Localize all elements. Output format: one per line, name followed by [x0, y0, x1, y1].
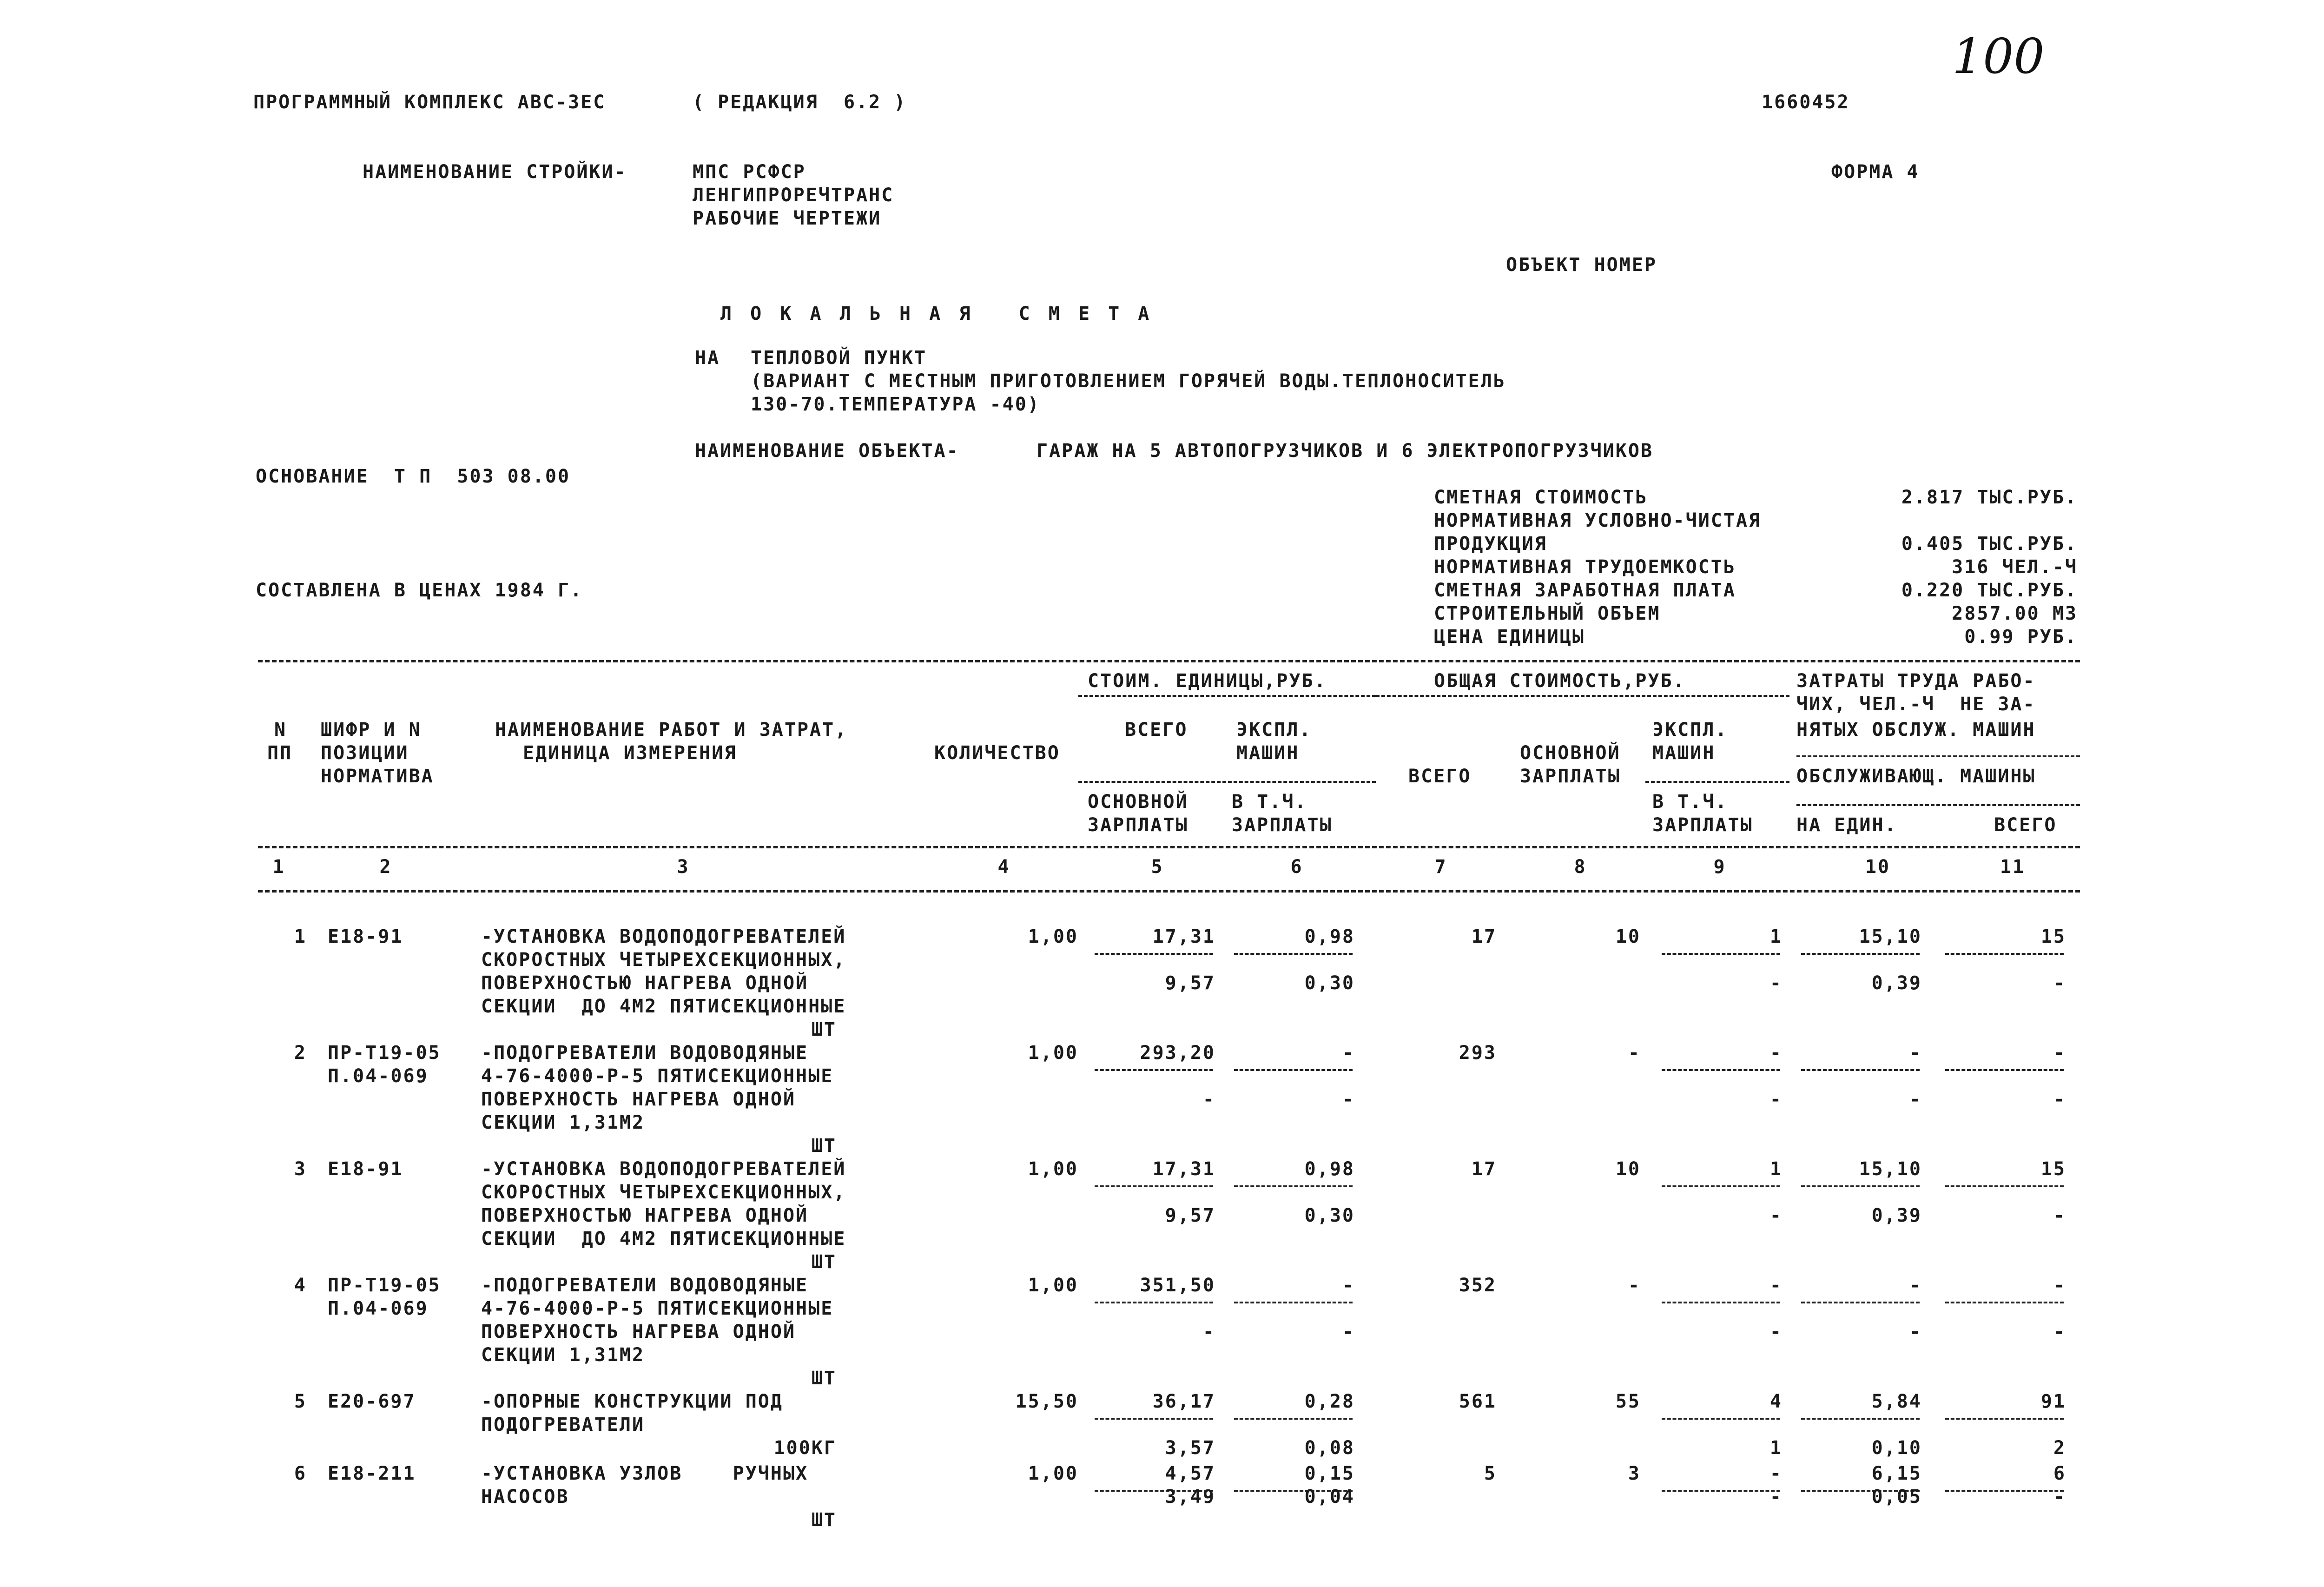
row-code: Е18-91: [328, 926, 403, 947]
row-name: -ПОДОГРЕВАТЕЛИ ВОДОВОДЯНЫЕ: [481, 1275, 809, 1296]
row-value-bottom: -: [2053, 1321, 2066, 1342]
row-value-bottom: 3,49: [1165, 1486, 1215, 1508]
row-name: СКОРОСТНЫХ ЧЕТЫРЕХСЕКЦИОННЫХ,: [481, 949, 846, 971]
subject-line-3: 130-70.ТЕМПЕРАТУРА -40): [751, 394, 1040, 415]
cell-divider: [1095, 1418, 1213, 1420]
cell-divider: [1234, 1185, 1353, 1187]
column-number: 7: [1434, 856, 1447, 878]
row-name: СЕКЦИИ 1,31М2: [481, 1344, 645, 1366]
unit-total-header: ВСЕГО: [1125, 719, 1188, 741]
basis: ОСНОВАНИЕ Т П 503 08.00: [256, 466, 571, 487]
row-value-bottom: -: [1769, 972, 1783, 994]
row-code: ПР-Т19-05: [328, 1042, 441, 1064]
table-top-rule: [258, 660, 2080, 662]
row-value-top: 55: [1615, 1391, 1641, 1412]
object-label: НАИМЕНОВАНИЕ ОБЪЕКТА-: [695, 440, 959, 462]
row-value-bottom: 0,05: [1871, 1486, 1922, 1508]
unit-wage-header: ЗАРПЛАТЫ: [1088, 814, 1188, 836]
row-code: Е20-697: [328, 1391, 416, 1412]
row-name: ПОДОГРЕВАТЕЛИ: [481, 1414, 645, 1435]
row-quantity: 1,00: [1028, 1158, 1078, 1180]
row-value-bottom: 0,30: [1304, 1205, 1355, 1226]
row-value-bottom: 0,10: [1871, 1437, 1922, 1459]
row-value-top: 15,10: [1859, 1158, 1922, 1180]
summary-label: ПРОДУКЦИЯ: [1434, 533, 1547, 555]
row-code: П.04-069: [328, 1298, 429, 1319]
row-value-top: 6: [2053, 1463, 2066, 1484]
row-value-top: 10: [1615, 926, 1641, 947]
cell-divider: [1945, 953, 2064, 955]
page-title: Л О К А Л Ь Н А Я С М Е Т А: [720, 303, 1153, 324]
unit-mach-wage-header: В Т.Ч.: [1232, 791, 1307, 813]
row-value-top: 91: [2040, 1391, 2066, 1412]
row-name: ПОВЕРХНОСТЬ НАГРЕВА ОДНОЙ: [481, 1321, 796, 1342]
row-value-top: 0,98: [1304, 1158, 1355, 1180]
unit-mach-header: МАШИН: [1236, 742, 1300, 764]
row-value-top: 17: [1471, 1158, 1497, 1180]
row-name: 4-76-4000-Р-5 ПЯТИСЕКЦИОННЫЕ: [481, 1298, 834, 1319]
row-value-top: 0,15: [1304, 1463, 1355, 1484]
row-value-bottom: 2: [2053, 1437, 2066, 1459]
summary-value: 0.99 РУБ.: [1964, 626, 2078, 648]
header-divider: [1078, 781, 1376, 783]
row-value-bottom: -: [1769, 1321, 1783, 1342]
cell-divider: [1095, 1069, 1213, 1071]
column-number: 6: [1290, 856, 1303, 878]
row-value-top: 6,15: [1871, 1463, 1922, 1484]
row-value-top: 4: [1769, 1391, 1783, 1412]
row-value-top: -: [2053, 1275, 2066, 1296]
row-value-top: 5,84: [1871, 1391, 1922, 1412]
row-value-top: -: [1769, 1275, 1783, 1296]
summary-value: 2.817 ТЫС.РУБ.: [1901, 487, 2078, 508]
row-value-top: 15,10: [1859, 926, 1922, 947]
row-value-bottom: -: [1342, 1089, 1355, 1110]
row-number: 5: [294, 1391, 307, 1412]
row-value-top: 351,50: [1140, 1275, 1215, 1296]
total-mach-wage-header: ЗАРПЛАТЫ: [1652, 814, 1753, 836]
row-name: ПОВЕРХНОСТЬЮ НАГРЕВА ОДНОЙ: [481, 972, 809, 994]
row-value-top: -: [1769, 1463, 1783, 1484]
row-value-top: -: [2053, 1042, 2066, 1064]
row-name: СКОРОСТНЫХ ЧЕТЫРЕХСЕКЦИОННЫХ,: [481, 1182, 846, 1203]
cell-divider: [1662, 1069, 1780, 1071]
header-divider: [1376, 695, 1789, 697]
row-value-bottom: 9,57: [1165, 972, 1215, 994]
summary-label: СМЕТНАЯ СТОИМОСТЬ: [1434, 487, 1648, 508]
row-value-bottom: -: [2053, 1205, 2066, 1226]
row-value-bottom: -: [2053, 1486, 2066, 1508]
row-unit: ШТ: [811, 1135, 837, 1157]
column-number: 1: [272, 856, 285, 878]
col-qty-header: КОЛИЧЕСТВО: [934, 742, 1060, 764]
cell-divider: [1662, 953, 1780, 955]
summary-value: 0.405 ТЫС.РУБ.: [1901, 533, 2078, 555]
labor-sub-header: ОБСЛУЖИВАЮЩ. МАШИНЫ: [1796, 766, 2036, 787]
row-code: ПР-Т19-05: [328, 1275, 441, 1296]
row-value-bottom: -: [1769, 1089, 1783, 1110]
labor-header: НЯТЫХ ОБСЛУЖ. МАШИН: [1796, 719, 2036, 741]
row-value-bottom: -: [2053, 1089, 2066, 1110]
row-value-top: 5: [1484, 1463, 1497, 1484]
cell-divider: [1662, 1302, 1780, 1303]
cell-divider: [1095, 1302, 1213, 1303]
column-number: 5: [1151, 856, 1164, 878]
total-mach-header: МАШИН: [1652, 742, 1716, 764]
header-divider: [1796, 804, 2080, 806]
subject-line-1: ТЕПЛОВОЙ ПУНКТ: [751, 347, 927, 369]
cell-divider: [1662, 1418, 1780, 1420]
total-mach-wage-header: В Т.Ч.: [1652, 791, 1728, 813]
row-value-top: -: [1628, 1275, 1641, 1296]
row-name: НАСОСОВ: [481, 1486, 569, 1508]
document-code: 1660452: [1762, 92, 1850, 113]
unit-cost-header: СТОИМ. ЕДИНИЦЫ,РУБ.: [1088, 670, 1327, 692]
row-unit: ШТ: [811, 1019, 837, 1040]
labor-header: ЗАТРАТЫ ТРУДА РАБО-: [1796, 670, 2036, 692]
builder-line-1: МПС РСФСР: [693, 161, 806, 183]
header-bottom-rule: [258, 846, 2080, 848]
labor-header: ЧИХ, ЧЕЛ.-Ч НЕ ЗА-: [1796, 694, 2036, 715]
row-name: -УСТАНОВКА ВОДОПОДОГРЕВАТЕЛЕЙ: [481, 926, 846, 947]
row-quantity: 1,00: [1028, 1042, 1078, 1064]
row-unit: ШТ: [811, 1509, 837, 1531]
price-basis: СОСТАВЛЕНА В ЦЕНАХ 1984 Г.: [256, 580, 583, 601]
cell-divider: [1095, 1185, 1213, 1187]
row-value-bottom: -: [1202, 1321, 1215, 1342]
col-code-header: ШИФР И N: [321, 719, 422, 741]
row-value-top: 4,57: [1165, 1463, 1215, 1484]
summary-label: СМЕТНАЯ ЗАРАБОТНАЯ ПЛАТА: [1434, 580, 1736, 601]
row-quantity: 15,50: [1015, 1391, 1078, 1412]
cell-divider: [1095, 953, 1213, 955]
row-value-bottom: -: [1769, 1205, 1783, 1226]
row-name: ПОВЕРХНОСТЬЮ НАГРЕВА ОДНОЙ: [481, 1205, 809, 1226]
row-value-bottom: -: [1769, 1486, 1783, 1508]
total-cost-header: ОБЩАЯ СТОИМОСТЬ,РУБ.: [1434, 670, 1686, 692]
handwritten-page-number: 100: [1952, 28, 2045, 85]
summary-value: 316 ЧЕЛ.-Ч: [1952, 556, 2078, 578]
column-number: 8: [1574, 856, 1587, 878]
column-number: 11: [2000, 856, 2026, 878]
row-value-top: 3: [1628, 1463, 1641, 1484]
row-value-top: 17,31: [1152, 926, 1215, 947]
col-code-header: ПОЗИЦИИ: [321, 742, 409, 764]
row-quantity: 1,00: [1028, 1275, 1078, 1296]
row-value-bottom: -: [2053, 972, 2066, 994]
row-name: -УСТАНОВКА ВОДОПОДОГРЕВАТЕЛЕЙ: [481, 1158, 846, 1180]
cell-divider: [1234, 1069, 1353, 1071]
object-name: ГАРАЖ НА 5 АВТОПОГРУЗЧИКОВ И 6 ЭЛЕКТРОПОГРУЗЧИКОВ: [1037, 440, 1654, 462]
row-number: 6: [294, 1463, 307, 1484]
cell-divider: [1945, 1185, 2064, 1187]
header-divider: [1645, 781, 1789, 783]
summary-label: НОРМАТИВНАЯ ТРУДОЕМКОСТЬ: [1434, 556, 1736, 578]
object-number: ОБЪЕКТ НОМЕР: [1506, 254, 1657, 276]
row-value-bottom: -: [1909, 1321, 1922, 1342]
row-name: 4-76-4000-Р-5 ПЯТИСЕКЦИОННЫЕ: [481, 1065, 834, 1087]
cell-divider: [1662, 1185, 1780, 1187]
row-number: 2: [294, 1042, 307, 1064]
cell-divider: [1801, 1418, 1920, 1420]
row-value-bottom: 0,39: [1871, 1205, 1922, 1226]
cell-divider: [1801, 1185, 1920, 1187]
row-name: -ОПОРНЫЕ КОНСТРУКЦИИ ПОД: [481, 1391, 783, 1412]
row-value-top: 293,20: [1140, 1042, 1215, 1064]
row-value-bottom: 3,57: [1165, 1437, 1215, 1459]
row-value-top: -: [1628, 1042, 1641, 1064]
subject-line-2: (ВАРИАНТ С МЕСТНЫМ ПРИГОТОВЛЕНИЕМ ГОРЯЧЕЙ ВОДЫ.ТЕПЛОНОСИТЕЛЬ: [751, 370, 1506, 392]
cell-divider: [1945, 1302, 2064, 1303]
col-no-header: ПП: [267, 742, 293, 764]
col-code-header: НОРМАТИВА: [321, 766, 434, 787]
row-name: -ПОДОГРЕВАТЕЛИ ВОДОВОДЯНЫЕ: [481, 1042, 809, 1064]
row-unit: ШТ: [811, 1368, 837, 1389]
row-name: СЕКЦИИ 1,31М2: [481, 1112, 645, 1133]
row-value-top: 15: [2040, 926, 2066, 947]
edition: ( РЕДАКЦИЯ 6.2 ): [693, 92, 907, 113]
unit-wage-header: ОСНОВНОЙ: [1088, 791, 1188, 813]
total-wage-header: ЗАРПЛАТЫ: [1520, 766, 1621, 787]
header-divider: [1078, 695, 1376, 697]
row-value-top: -: [1909, 1275, 1922, 1296]
column-number: 9: [1713, 856, 1726, 878]
row-value-top: 0,28: [1304, 1391, 1355, 1412]
row-value-top: 0,98: [1304, 926, 1355, 947]
row-value-top: -: [1342, 1042, 1355, 1064]
summary-label: НОРМАТИВНАЯ УСЛОВНО-ЧИСТАЯ: [1434, 510, 1762, 531]
row-value-bottom: 9,57: [1165, 1205, 1215, 1226]
row-name: ПОВЕРХНОСТЬ НАГРЕВА ОДНОЙ: [481, 1089, 796, 1110]
cell-divider: [1801, 953, 1920, 955]
row-code: П.04-069: [328, 1065, 429, 1087]
cell-divider: [1801, 1069, 1920, 1071]
row-value-top: 36,17: [1152, 1391, 1215, 1412]
row-value-bottom: 1: [1769, 1437, 1783, 1459]
summary-value: 0.220 ТЫС.РУБ.: [1901, 580, 2078, 601]
cell-divider: [1801, 1302, 1920, 1303]
row-value-bottom: 0,39: [1871, 972, 1922, 994]
unit-mach-header: ЭКСПЛ.: [1236, 719, 1312, 741]
row-code: Е18-91: [328, 1158, 403, 1180]
labor-unit-header: НА ЕДИН.: [1796, 814, 1897, 836]
cell-divider: [1234, 1302, 1353, 1303]
column-number: 2: [379, 856, 392, 878]
row-value-top: 293: [1459, 1042, 1497, 1064]
row-quantity: 1,00: [1028, 1463, 1078, 1484]
row-value-top: -: [1769, 1042, 1783, 1064]
cell-divider: [1945, 1418, 2064, 1420]
labor-total-header: ВСЕГО: [1994, 814, 2057, 836]
row-unit: 100КГ: [773, 1437, 837, 1459]
row-number: 1: [294, 926, 307, 947]
row-value-top: 352: [1459, 1275, 1497, 1296]
row-value-top: -: [1909, 1042, 1922, 1064]
row-value-bottom: 0,08: [1304, 1437, 1355, 1459]
cell-divider: [1234, 1418, 1353, 1420]
builder-line-3: РАБОЧИЕ ЧЕРТЕЖИ: [693, 208, 882, 229]
row-value-bottom: 0,30: [1304, 972, 1355, 994]
summary-label: СТРОИТЕЛЬНЫЙ ОБЪЕМ: [1434, 603, 1661, 624]
row-value-top: 15: [2040, 1158, 2066, 1180]
header-divider: [1796, 755, 2080, 757]
form-number: ФОРМА 4: [1831, 161, 1920, 183]
row-value-top: 10: [1615, 1158, 1641, 1180]
cell-divider: [1945, 1069, 2064, 1071]
column-numbers-rule: [258, 890, 2080, 893]
row-value-top: 1: [1769, 1158, 1783, 1180]
row-value-top: 17,31: [1152, 1158, 1215, 1180]
row-code: Е18-211: [328, 1463, 416, 1484]
col-no-header: N: [274, 719, 287, 741]
row-value-bottom: 0,04: [1304, 1486, 1355, 1508]
total-wage-header: ОСНОВНОЙ: [1520, 742, 1621, 764]
row-name: СЕКЦИИ ДО 4М2 ПЯТИСЕКЦИОННЫЕ: [481, 996, 846, 1017]
row-quantity: 1,00: [1028, 926, 1078, 947]
total-mach-header: ЭКСПЛ.: [1652, 719, 1728, 741]
summary-label: ЦЕНА ЕДИНИЦЫ: [1434, 626, 1585, 648]
row-name: -УСТАНОВКА УЗЛОВ РУЧНЫХ: [481, 1463, 809, 1484]
row-number: 4: [294, 1275, 307, 1296]
row-value-top: -: [1342, 1275, 1355, 1296]
unit-mach-wage-header: ЗАРПЛАТЫ: [1232, 814, 1333, 836]
row-value-bottom: -: [1909, 1089, 1922, 1110]
col-name-header: ЕДИНИЦА ИЗМЕРЕНИЯ: [523, 742, 737, 764]
row-value-top: 561: [1459, 1391, 1497, 1412]
row-value-bottom: -: [1202, 1089, 1215, 1110]
summary-value: 2857.00 М3: [1952, 603, 2078, 624]
column-number: 10: [1865, 856, 1891, 878]
builder-line-2: ЛЕНГИПРОРЕЧТРАНС: [693, 185, 894, 206]
col-name-header: НАИМЕНОВАНИЕ РАБОТ И ЗАТРАТ,: [495, 719, 848, 741]
row-unit: ШТ: [811, 1251, 837, 1273]
program-name: ПРОГРАММНЫЙ КОМПЛЕКС АВС-3ЕС: [253, 92, 606, 113]
row-value-top: 1: [1769, 926, 1783, 947]
total-all-header: ВСЕГО: [1408, 766, 1472, 787]
builder-label: НАИМЕНОВАНИЕ СТРОЙКИ-: [363, 161, 627, 183]
column-number: 3: [677, 856, 690, 878]
row-name: СЕКЦИИ ДО 4М2 ПЯТИСЕКЦИОННЫЕ: [481, 1228, 846, 1250]
column-number: 4: [997, 856, 1010, 878]
on-label: НА: [695, 347, 720, 369]
row-number: 3: [294, 1158, 307, 1180]
row-value-bottom: -: [1342, 1321, 1355, 1342]
row-value-top: 17: [1471, 926, 1497, 947]
cell-divider: [1234, 953, 1353, 955]
